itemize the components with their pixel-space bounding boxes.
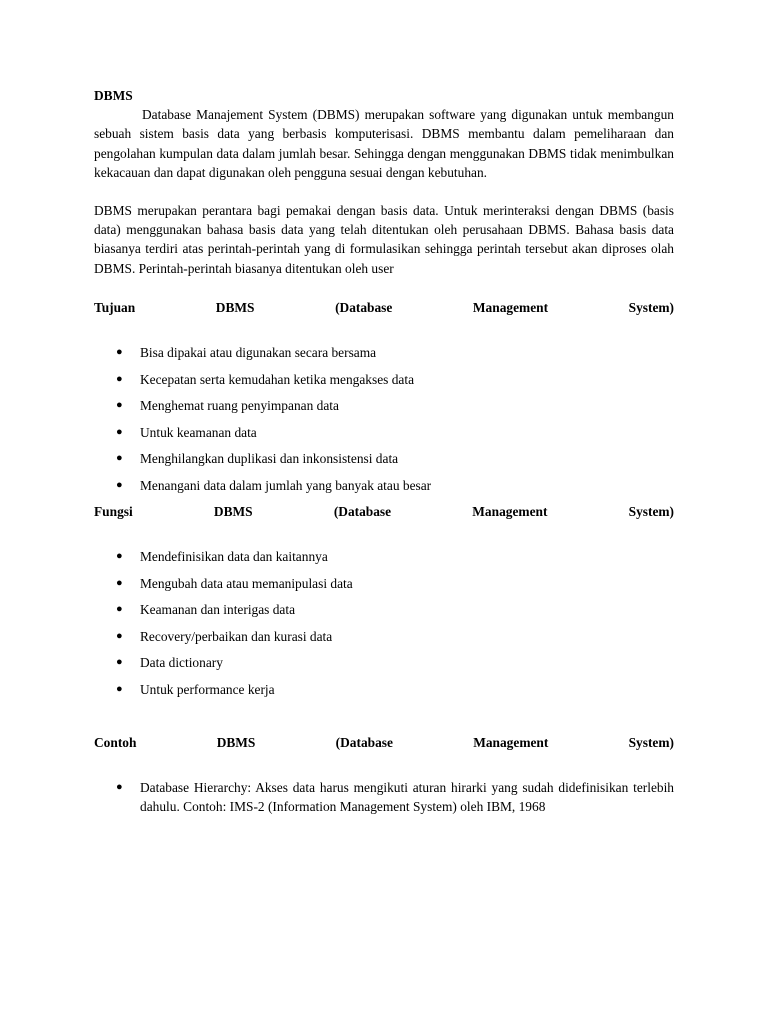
heading-word: Management [472,299,549,315]
bullet-icon: ● [116,452,123,465]
heading-word: (Database [335,734,393,750]
bullet-icon: ● [116,781,123,794]
document-title: DBMS [94,88,133,103]
document-body [94,86,674,817]
list-item-text: Menghemat ruang penyimpanan data [140,398,339,414]
list-item [94,574,674,593]
heading-word: Management [473,734,549,750]
list-item [94,423,674,442]
contoh-list [94,778,674,816]
bullet-icon: ● [116,682,123,695]
list-item [94,396,674,415]
heading-word: Fungsi [94,504,133,520]
list-item-text: Keamanan dan interigas data [140,602,296,618]
heading-word: System) [628,299,674,315]
list-item-text: Data dictionary [140,655,223,671]
list-item [94,547,674,566]
heading-word: Contoh [94,734,137,750]
heading-word: System) [628,734,674,750]
section-heading-tujuan [94,298,674,317]
list-item [94,653,674,672]
heading-word: (Database [335,299,393,315]
list-item-text: Database Hierarchy: Akses data harus mengikuti aturan hirarki yang sudah didefinisikan terlebih dahulu. Contoh: IMS-2 (Information Management System) oleh IBM, 1968 [140,780,674,815]
heading-word: Management [472,504,548,520]
list-item [94,680,674,699]
intro-paragraph: Database Manajement System (DBMS) merupakan software yang digunakan untuk membangun sebuah sistem basis data yang berbasis komputerisasi. DBMS membantu dalam pemeliharaan dan pengolahan kumpulan data dalam jumlah besar. Sehingga dengan menggunakan DBMS tidak menimbulkan kekacauan dan dapat digunakan oleh pengguna sesuai dengan kebutuhan. [94,107,674,180]
heading-word: DBMS [216,734,256,750]
second-paragraph: DBMS merupakan perantara bagi pemakai dengan basis data. Untuk merinteraksi dengan DBMS (basis data) menggunakan bahasa basis data yang telah ditentukan oleh perusahaan DBMS. Bahasa basis data biasanya terdiri atas perintah-perintah yang di formulasikan sehingga perintah tersebut akan diproses olah DBMS. Perintah-perintah biasanya ditentukan oleh user [94,203,674,276]
list-item [94,476,674,495]
fungsi-list [94,547,674,699]
list-item-text: Untuk keamanan data [140,424,257,440]
list-item-text: Bisa dipakai atau digunakan secara bersama [140,345,377,361]
list-item-text: Untuk performance kerja [140,681,275,697]
list-item-text: Kecepatan serta kemudahan ketika mengakses data [140,371,415,387]
list-item [94,370,674,389]
list-item [94,343,674,362]
bullet-icon: ● [116,346,123,359]
list-item [94,600,674,619]
tujuan-list [94,343,674,495]
heading-word: DBMS [213,504,253,520]
bullet-icon: ● [116,629,123,642]
list-item-text: Menangani data dalam jumlah yang banyak atau besar [140,477,432,493]
bullet-icon: ● [116,478,123,491]
list-item-text: Recovery/perbaikan dan kurasi data [140,628,333,644]
bullet-icon: ● [116,399,123,412]
heading-word: (Database [333,504,392,520]
bullet-icon: ● [116,425,123,438]
list-item [94,778,674,816]
bullet-icon: ● [116,372,123,385]
heading-word: System) [628,504,674,520]
section-heading-contoh [94,733,674,752]
bullet-icon: ● [116,550,123,563]
bullet-icon: ● [116,603,123,616]
list-item-text: Mendefinisikan data dan kaitannya [140,549,328,565]
bullet-icon: ● [116,576,123,589]
list-item [94,627,674,646]
bullet-icon: ● [116,656,123,669]
list-item [94,449,674,468]
list-item-text: Mengubah data atau memanipulasi data [140,575,353,591]
heading-word: DBMS [215,299,255,315]
heading-word: Tujuan [94,299,136,315]
list-item-text: Menghilangkan duplikasi dan inkonsistensi data [140,451,399,467]
section-heading-fungsi [94,502,674,521]
